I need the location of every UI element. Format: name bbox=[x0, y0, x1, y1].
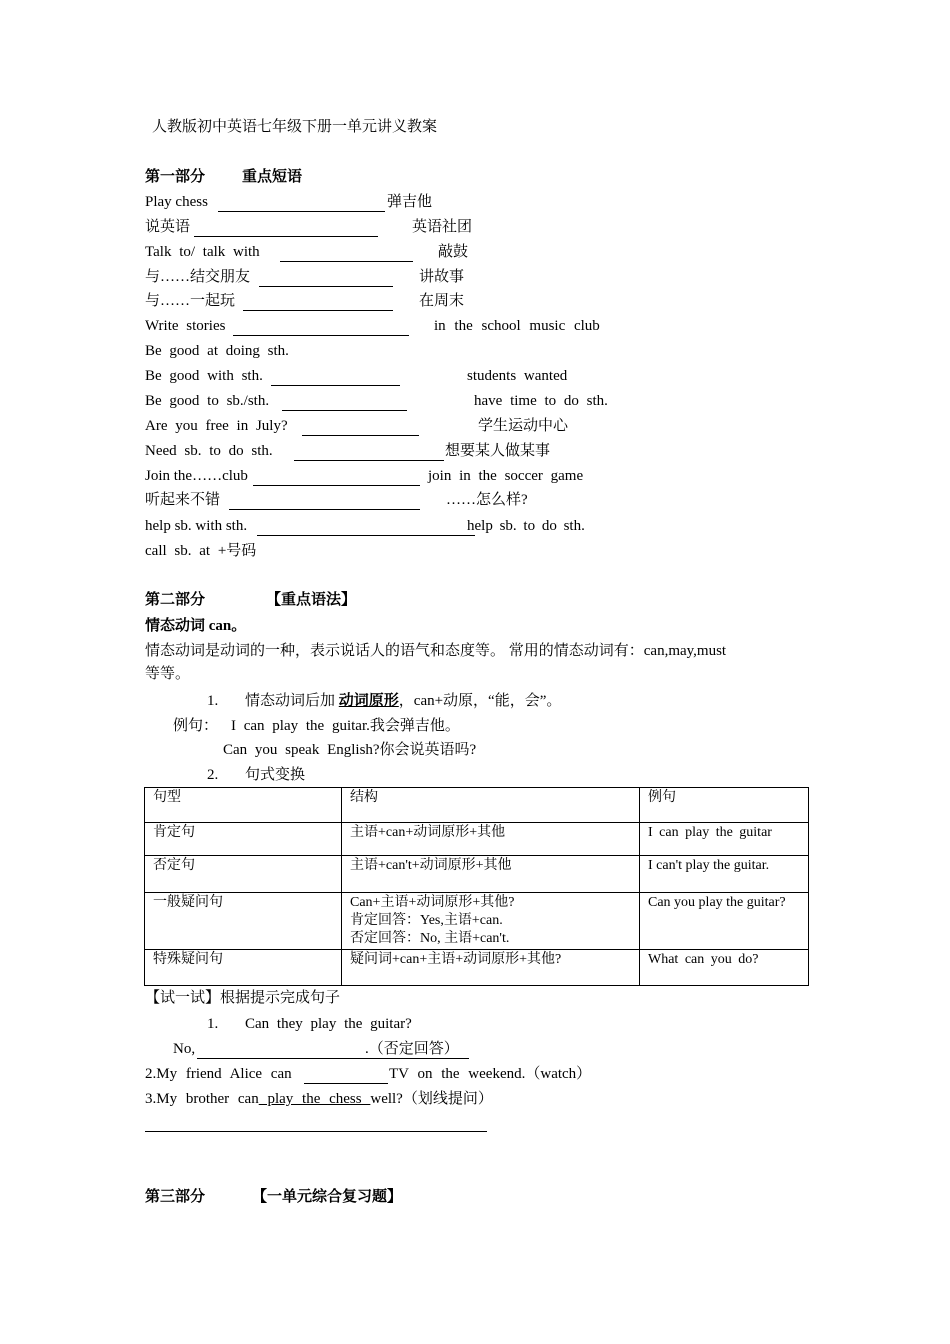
part1-heading: 重点短语 bbox=[242, 169, 303, 185]
phrase-left: help sb. with sth. bbox=[145, 518, 248, 534]
question-number: 1. bbox=[207, 1016, 219, 1032]
question-2-prefix: 2.My friend Alice can bbox=[145, 1066, 292, 1082]
answer-blank bbox=[145, 1131, 487, 1132]
text: ，can+动原，“能，会”。 bbox=[398, 693, 562, 709]
part1-label: 第一部分 bbox=[145, 169, 206, 185]
part2-label: 第二部分 bbox=[145, 592, 206, 608]
text: 3.My brother can bbox=[145, 1091, 259, 1107]
text: 情态动词后加 bbox=[245, 693, 339, 709]
phrase-right: ……怎么样? bbox=[446, 492, 528, 508]
list-item-1 bbox=[245, 692, 561, 710]
phrase-right: 想要某人做某事 bbox=[445, 443, 551, 459]
question-3 bbox=[145, 1090, 493, 1108]
example-label: 例句： bbox=[173, 718, 219, 734]
part3-heading: 【一单元综合复习题】 bbox=[252, 1189, 403, 1205]
phrase-right: join in the soccer game bbox=[428, 468, 584, 484]
part2-subheading: 情态动词 can。 bbox=[145, 618, 247, 634]
phrase-left: call sb. at +号码 bbox=[145, 543, 257, 559]
table-cell: 一般疑问句 bbox=[145, 893, 342, 950]
table-cell: 主语+can't+动词原形+其他 bbox=[342, 856, 640, 893]
list-number: 2. bbox=[207, 767, 219, 783]
phrase-right: in the school music club bbox=[434, 318, 600, 334]
table-row bbox=[145, 950, 809, 986]
phrase-left: Talk to/ talk with bbox=[145, 244, 260, 260]
answer-blank bbox=[253, 485, 420, 486]
phrase-right: 英语社团 bbox=[412, 219, 473, 235]
phrase-right: have time to do sth. bbox=[474, 393, 608, 409]
answer-blank bbox=[233, 335, 409, 336]
phrase-left: 与……一起玩 bbox=[145, 293, 236, 309]
table-row bbox=[145, 856, 809, 893]
table-header: 句型 bbox=[145, 788, 342, 823]
table-row bbox=[145, 893, 809, 950]
table-cell: What can you do? bbox=[640, 950, 809, 986]
answer-blank bbox=[280, 261, 413, 262]
phrase-right: 敲鼓 bbox=[438, 244, 469, 260]
table-cell: 否定句 bbox=[145, 856, 342, 893]
phrase-left: Need sb. to do sth. bbox=[145, 443, 273, 459]
table-cell: 特殊疑问句 bbox=[145, 950, 342, 986]
phrase-left: 听起来不错 bbox=[145, 492, 221, 508]
text: well?（划线提问） bbox=[370, 1091, 493, 1107]
phrase-right: help sb. to do sth. bbox=[467, 518, 585, 534]
table-cell: Can you play the guitar? bbox=[640, 893, 809, 950]
answer-blank bbox=[259, 286, 393, 287]
table-cell: Can+主语+动词原形+其他? 肯定回答：Yes,主语+can. 否定回答：No, 主语+can't. bbox=[342, 893, 640, 950]
table-header: 例句 bbox=[640, 788, 809, 823]
phrase-left: Are you free in July? bbox=[145, 418, 288, 434]
phrase-right: students wanted bbox=[467, 368, 568, 384]
answer-blank bbox=[218, 211, 385, 212]
key-term: 动词原形 bbox=[338, 693, 399, 709]
paragraph: 等等。 bbox=[145, 666, 191, 682]
table-row bbox=[145, 823, 809, 856]
table-header-row bbox=[145, 788, 809, 823]
underlined-phrase: play the chess bbox=[258, 1091, 371, 1107]
example-sentence: Can you speak English?你会说英语吗? bbox=[223, 742, 477, 758]
answer-blank bbox=[271, 385, 400, 386]
answer-blank bbox=[304, 1083, 388, 1084]
table-cell: I can't play the guitar. bbox=[640, 856, 809, 893]
question-1: Can they play the guitar? bbox=[245, 1016, 412, 1032]
answer-blank bbox=[257, 535, 475, 536]
phrase-left: Join the……club bbox=[145, 468, 248, 484]
list-number: 1. bbox=[207, 693, 219, 709]
table-cell: 肯定句 bbox=[145, 823, 342, 856]
part2-heading: 【重点语法】 bbox=[266, 592, 357, 608]
phrase-right: 在周末 bbox=[419, 293, 465, 309]
answer-blank bbox=[282, 410, 407, 411]
phrase-left: Be good to sb./sth. bbox=[145, 393, 270, 409]
table-header: 结构 bbox=[342, 788, 640, 823]
table-cell: I can play the guitar bbox=[640, 823, 809, 856]
document-title: 人教版初中英语七年级下册一单元讲义教案 bbox=[152, 119, 438, 135]
answer-blank bbox=[302, 435, 419, 436]
answer-blank bbox=[229, 509, 420, 510]
exercise-heading: 【试一试】根据提示完成句子 bbox=[145, 990, 341, 1006]
phrase-right: 学生运动中心 bbox=[478, 418, 569, 434]
phrase-left: Be good with sth. bbox=[145, 368, 263, 384]
table-cell: 主语+can+动词原形+其他 bbox=[342, 823, 640, 856]
answer-blank bbox=[197, 1058, 469, 1059]
answer-blank bbox=[194, 236, 378, 237]
part3-label: 第三部分 bbox=[145, 1189, 206, 1205]
phrase-right: 弹吉他 bbox=[387, 194, 433, 210]
answer-prefix: No, bbox=[173, 1041, 196, 1057]
answer-hint: .（否定回答） bbox=[365, 1041, 459, 1057]
paragraph: 情态动词是动词的一种，表示说话人的语气和态度等。 常用的情态动词有：can,may,must bbox=[145, 643, 727, 659]
phrase-left: Play chess bbox=[145, 194, 208, 210]
example-sentence: I can play the guitar.我会弹吉他。 bbox=[231, 718, 460, 734]
question-2-suffix: TV on the weekend.（watch） bbox=[389, 1066, 592, 1082]
table-cell: 疑问词+can+主语+动词原形+其他? bbox=[342, 950, 640, 986]
answer-blank bbox=[243, 310, 393, 311]
phrase-right: 讲故事 bbox=[419, 269, 465, 285]
phrase-left: 说英语 bbox=[145, 219, 191, 235]
answer-blank bbox=[294, 460, 444, 461]
phrase-left: Be good at doing sth. bbox=[145, 343, 289, 359]
phrase-left: Write stories bbox=[145, 318, 226, 334]
sentence-pattern-table bbox=[144, 787, 809, 986]
list-item-2: 句式变换 bbox=[245, 767, 306, 783]
phrase-left: 与……结交朋友 bbox=[145, 269, 251, 285]
